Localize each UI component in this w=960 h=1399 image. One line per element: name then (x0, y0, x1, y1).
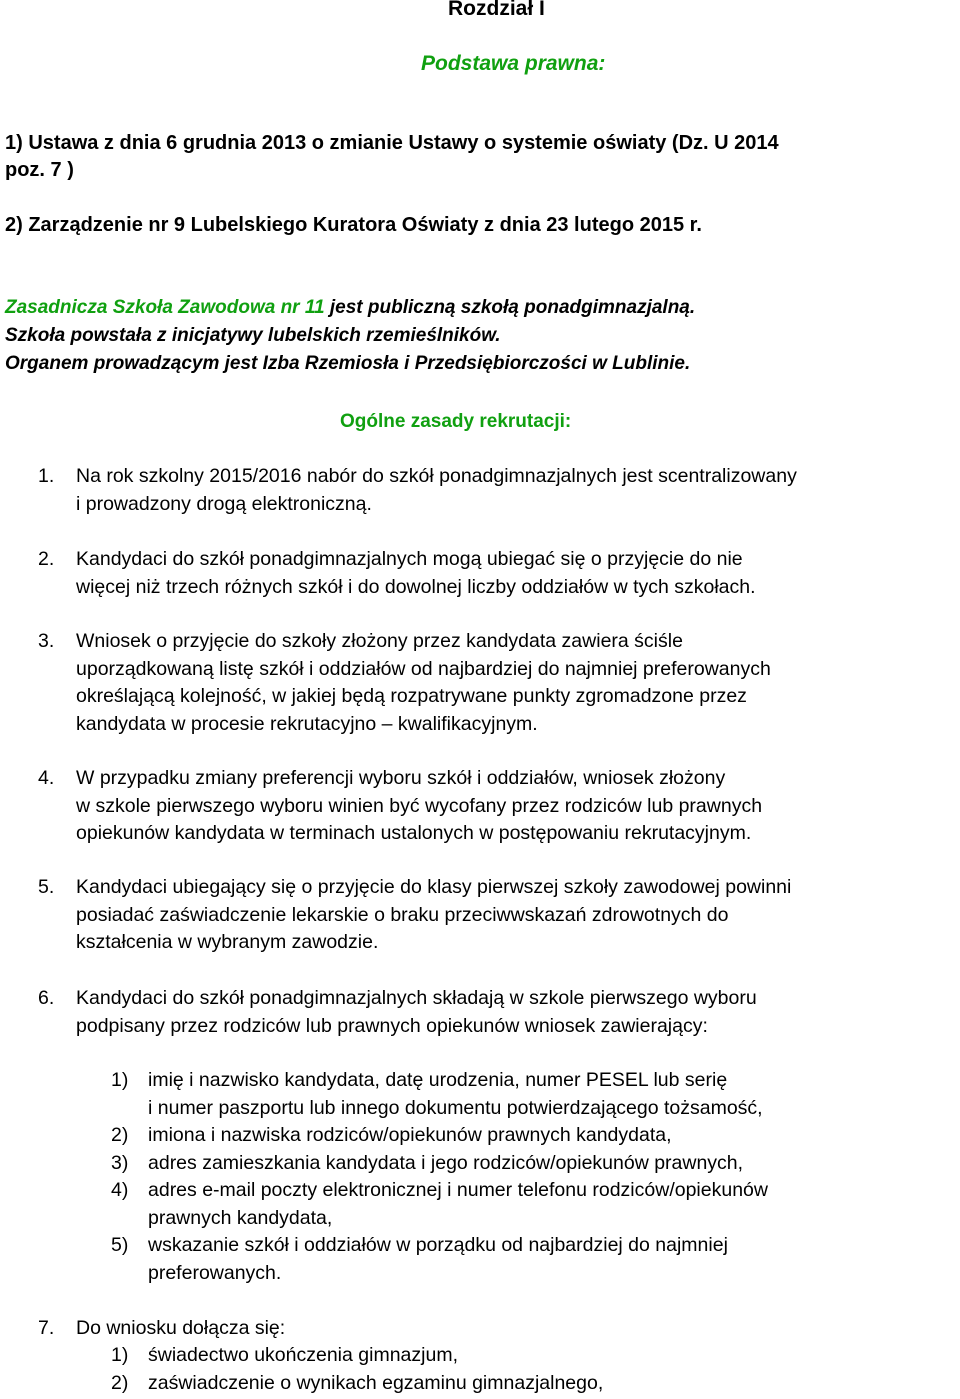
rule-number: 1. (38, 465, 55, 487)
sub-item-line: imię i nazwisko kandydata, datę urodzenia, numer PESEL lub serię (148, 1069, 728, 1091)
rules-heading: Ogólne zasady rekrutacji: (340, 411, 572, 432)
school-name: Zasadnicza Szkoła Zawodowa nr 11 (5, 297, 325, 318)
sub-item-number: 3) (111, 1152, 129, 1174)
rule-text-line: więcej niż trzech różnych szkół i do dowolnej liczby oddziałów w tych szkołach. (76, 575, 756, 598)
rule-text-line: Do wniosku dołącza się: (76, 1317, 286, 1339)
sub-item-number: 4) (111, 1179, 129, 1201)
rule-number: 3. (38, 630, 55, 652)
rule-text-line: kształcenia w wybranym zawodzie. (76, 931, 379, 953)
rule-text (76, 985, 757, 1040)
rule-number: 7. (38, 1317, 55, 1339)
sub-item-text (148, 1177, 768, 1232)
rule-text (76, 546, 756, 601)
rule-number: 6. (38, 987, 55, 1009)
sub-item-number: 2) (111, 1124, 129, 1146)
rule-text-line: Na rok szkolny 2015/2016 nabór do szkół ponadgimnazjalnych jest scentralizowany (76, 465, 797, 487)
sub-item-text (148, 1122, 672, 1150)
legal-basis-heading: Podstawa prawna: (421, 52, 606, 75)
rule-text (76, 765, 762, 848)
rule-text (76, 463, 797, 518)
sub-item-text (148, 1067, 763, 1122)
sub-item-line: i numer paszportu lub innego dokumentu potwierdzającego tożsamość, (148, 1096, 763, 1119)
rule-text (76, 874, 791, 957)
sub-item-line: świadectwo ukończenia gimnazjum, (148, 1344, 458, 1366)
rule-text-line: Kandydaci do szkół ponadgimnazjalnych składają w szkole pierwszego wyboru (76, 987, 757, 1009)
sub-item-line: imiona i nazwiska rodziców/opiekunów prawnych kandydata, (148, 1124, 672, 1146)
sub-item-line: zaświadczenie o wynikach egzaminu gimnazjalnego, (148, 1372, 604, 1394)
rule-text-line: określającą kolejność, w jakiej będą rozpatrywane punkty zgromadzone przez (76, 685, 747, 707)
sub-item-line: adres zamieszkania kandydata i jego rodziców/opiekunów prawnych, (148, 1152, 744, 1174)
intro-line-1 (5, 297, 695, 319)
rule-text-line: Kandydaci ubiegający się o przyjęcie do klasy pierwszej szkoły zawodowej powinni (76, 876, 792, 898)
rule-text-line: posiadać zaświadczenie lekarskie o braku przeciwwskazań zdrowotnych do (76, 903, 729, 926)
rule-number: 5. (38, 876, 55, 898)
rule-number: 2. (38, 548, 55, 570)
rule-text-line: uporządkowaną listę szkół i oddziałów od najbardziej do najmniej preferowanych (76, 657, 771, 680)
sub-item-line: prawnych kandydata, (148, 1206, 333, 1229)
rule-text-line: Kandydaci do szkół ponadgimnazjalnych mogą ubiegać się o przyjęcie do nie (76, 548, 743, 570)
sub-item-number: 5) (111, 1234, 129, 1256)
sub-item-number: 1) (111, 1069, 129, 1091)
rule-text-line: W przypadku zmiany preferencji wyboru szkół i oddziałów, wniosek złożony (76, 767, 726, 789)
legal-basis-item-2: 2) Zarządzenie nr 9 Lubelskiego Kuratora Oświaty z dnia 23 lutego 2015 r. (5, 214, 702, 236)
legal-basis-item-1-line-1: 1) Ustawa z dnia 6 grudnia 2013 o zmianie Ustawy o systemie oświaty (Dz. U 2014 (5, 132, 779, 154)
sub-item-line: wskazanie szkół i oddziałów w porządku od najbardziej do najmniej (148, 1234, 728, 1256)
intro-line-2: Szkoła powstała z inicjatywy lubelskich rzemieślników. (5, 325, 501, 346)
intro-line-3: Organem prowadzącym jest Izba Rzemiosła i Przedsiębiorczości w Lublinie. (5, 353, 691, 374)
rule-text (76, 1315, 285, 1343)
sub-item-text (148, 1150, 743, 1178)
legal-basis-item-1-line-2: poz. 7 ) (5, 159, 74, 181)
school-description: jest publiczną szkołą ponadgimnazjalną. (324, 297, 696, 318)
rule-text-line: kandydata w procesie rekrutacyjno – kwalifikacyjnym. (76, 712, 538, 735)
sub-item-line: adres e-mail poczty elektronicznej i numer telefonu rodziców/opiekunów (148, 1179, 768, 1201)
rule-text-line: w szkole pierwszego wyboru winien być wycofany przez rodziców lub prawnych (76, 794, 763, 817)
sub-item-text (148, 1232, 728, 1287)
rule-text-line: Wniosek o przyjęcie do szkoły złożony przez kandydata zawiera ściśle (76, 630, 683, 652)
chapter-title: Rozdział I (448, 0, 545, 20)
sub-item-number: 1) (111, 1344, 129, 1366)
sub-item-text (148, 1342, 458, 1370)
rule-text-line: podpisany przez rodziców lub prawnych opiekunów wniosek zawierający: (76, 1014, 708, 1037)
rule-text-line: i prowadzony drogą elektroniczną. (76, 492, 372, 515)
sub-item-line: preferowanych. (148, 1261, 282, 1284)
sub-item-number: 2) (111, 1372, 129, 1394)
sub-item-text (148, 1370, 603, 1398)
rule-text-line: opiekunów kandydata w terminach ustalonych w postępowaniu rekrutacyjnym. (76, 822, 752, 844)
rule-text (76, 628, 771, 738)
rule-number: 4. (38, 767, 55, 789)
